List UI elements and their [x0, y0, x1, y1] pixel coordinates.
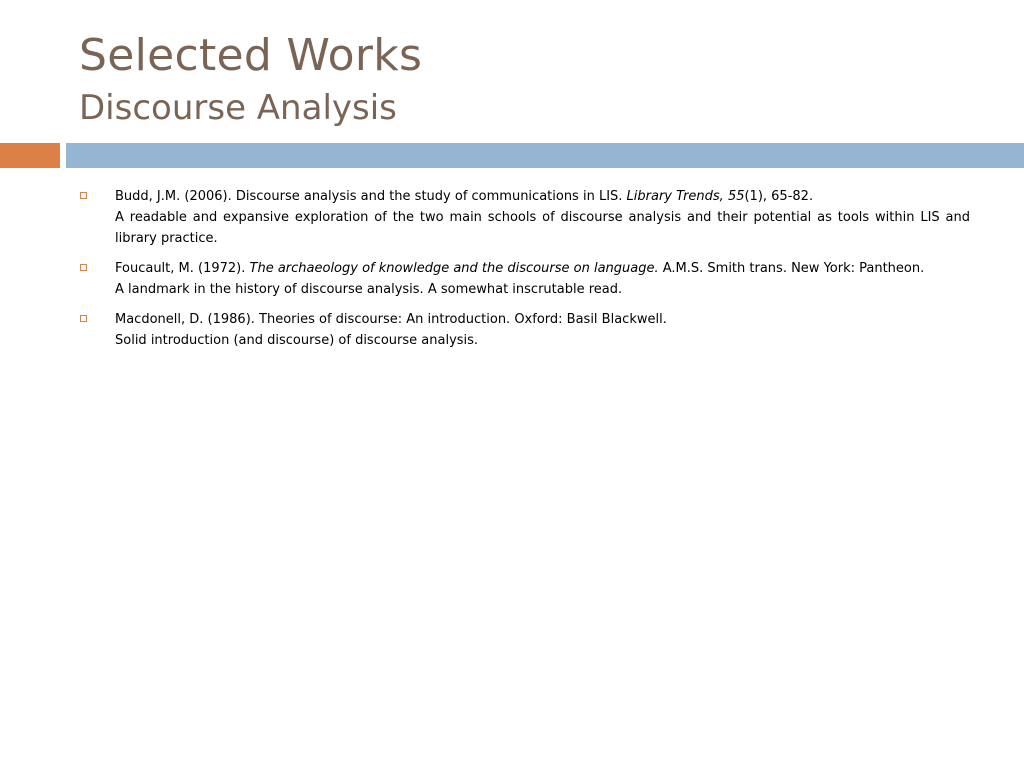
list-item — [78, 309, 970, 351]
list-item — [78, 258, 970, 300]
annotation: A readable and expansive exploration of the two main schools of discourse analysis and their potential as tools within LIS and library practice. — [115, 210, 970, 246]
list-item — [78, 186, 970, 249]
citation — [115, 258, 970, 279]
citation — [115, 309, 970, 330]
citation-text: A.M.S. Smith trans. New York: Pantheon. — [658, 261, 925, 276]
annotation: Solid introduction (and discourse) of discourse analysis. — [115, 333, 479, 348]
citation-text: Macdonell, D. (1986). Theories of discourse: An introduction. Oxford: Basil Blackwell. — [115, 312, 667, 327]
citation-text: Budd, J.M. (2006). Discourse analysis and the study of communications in LIS. — [115, 189, 627, 204]
title-block — [79, 30, 422, 128]
annotation: A landmark in the history of discourse analysis. A somewhat inscrutable read. — [115, 282, 623, 297]
citation — [115, 186, 970, 207]
square-outline-icon — [80, 192, 87, 199]
slide-title: Selected Works — [79, 30, 423, 81]
citation-text: Foucault, M. (1972). — [115, 261, 250, 276]
citation-italic-text: Library Trends, 55 — [626, 189, 745, 204]
header-bar — [66, 143, 1024, 168]
accent-bar — [0, 143, 60, 168]
square-outline-icon — [80, 315, 87, 322]
citation-text: (1), 65-82. — [744, 189, 814, 204]
slide-subtitle: Discourse Analysis — [79, 88, 397, 128]
reference-list — [78, 186, 970, 360]
citation-italic-text: The archaeology of knowledge and the discourse on language. — [249, 261, 659, 276]
square-outline-icon — [80, 264, 87, 271]
